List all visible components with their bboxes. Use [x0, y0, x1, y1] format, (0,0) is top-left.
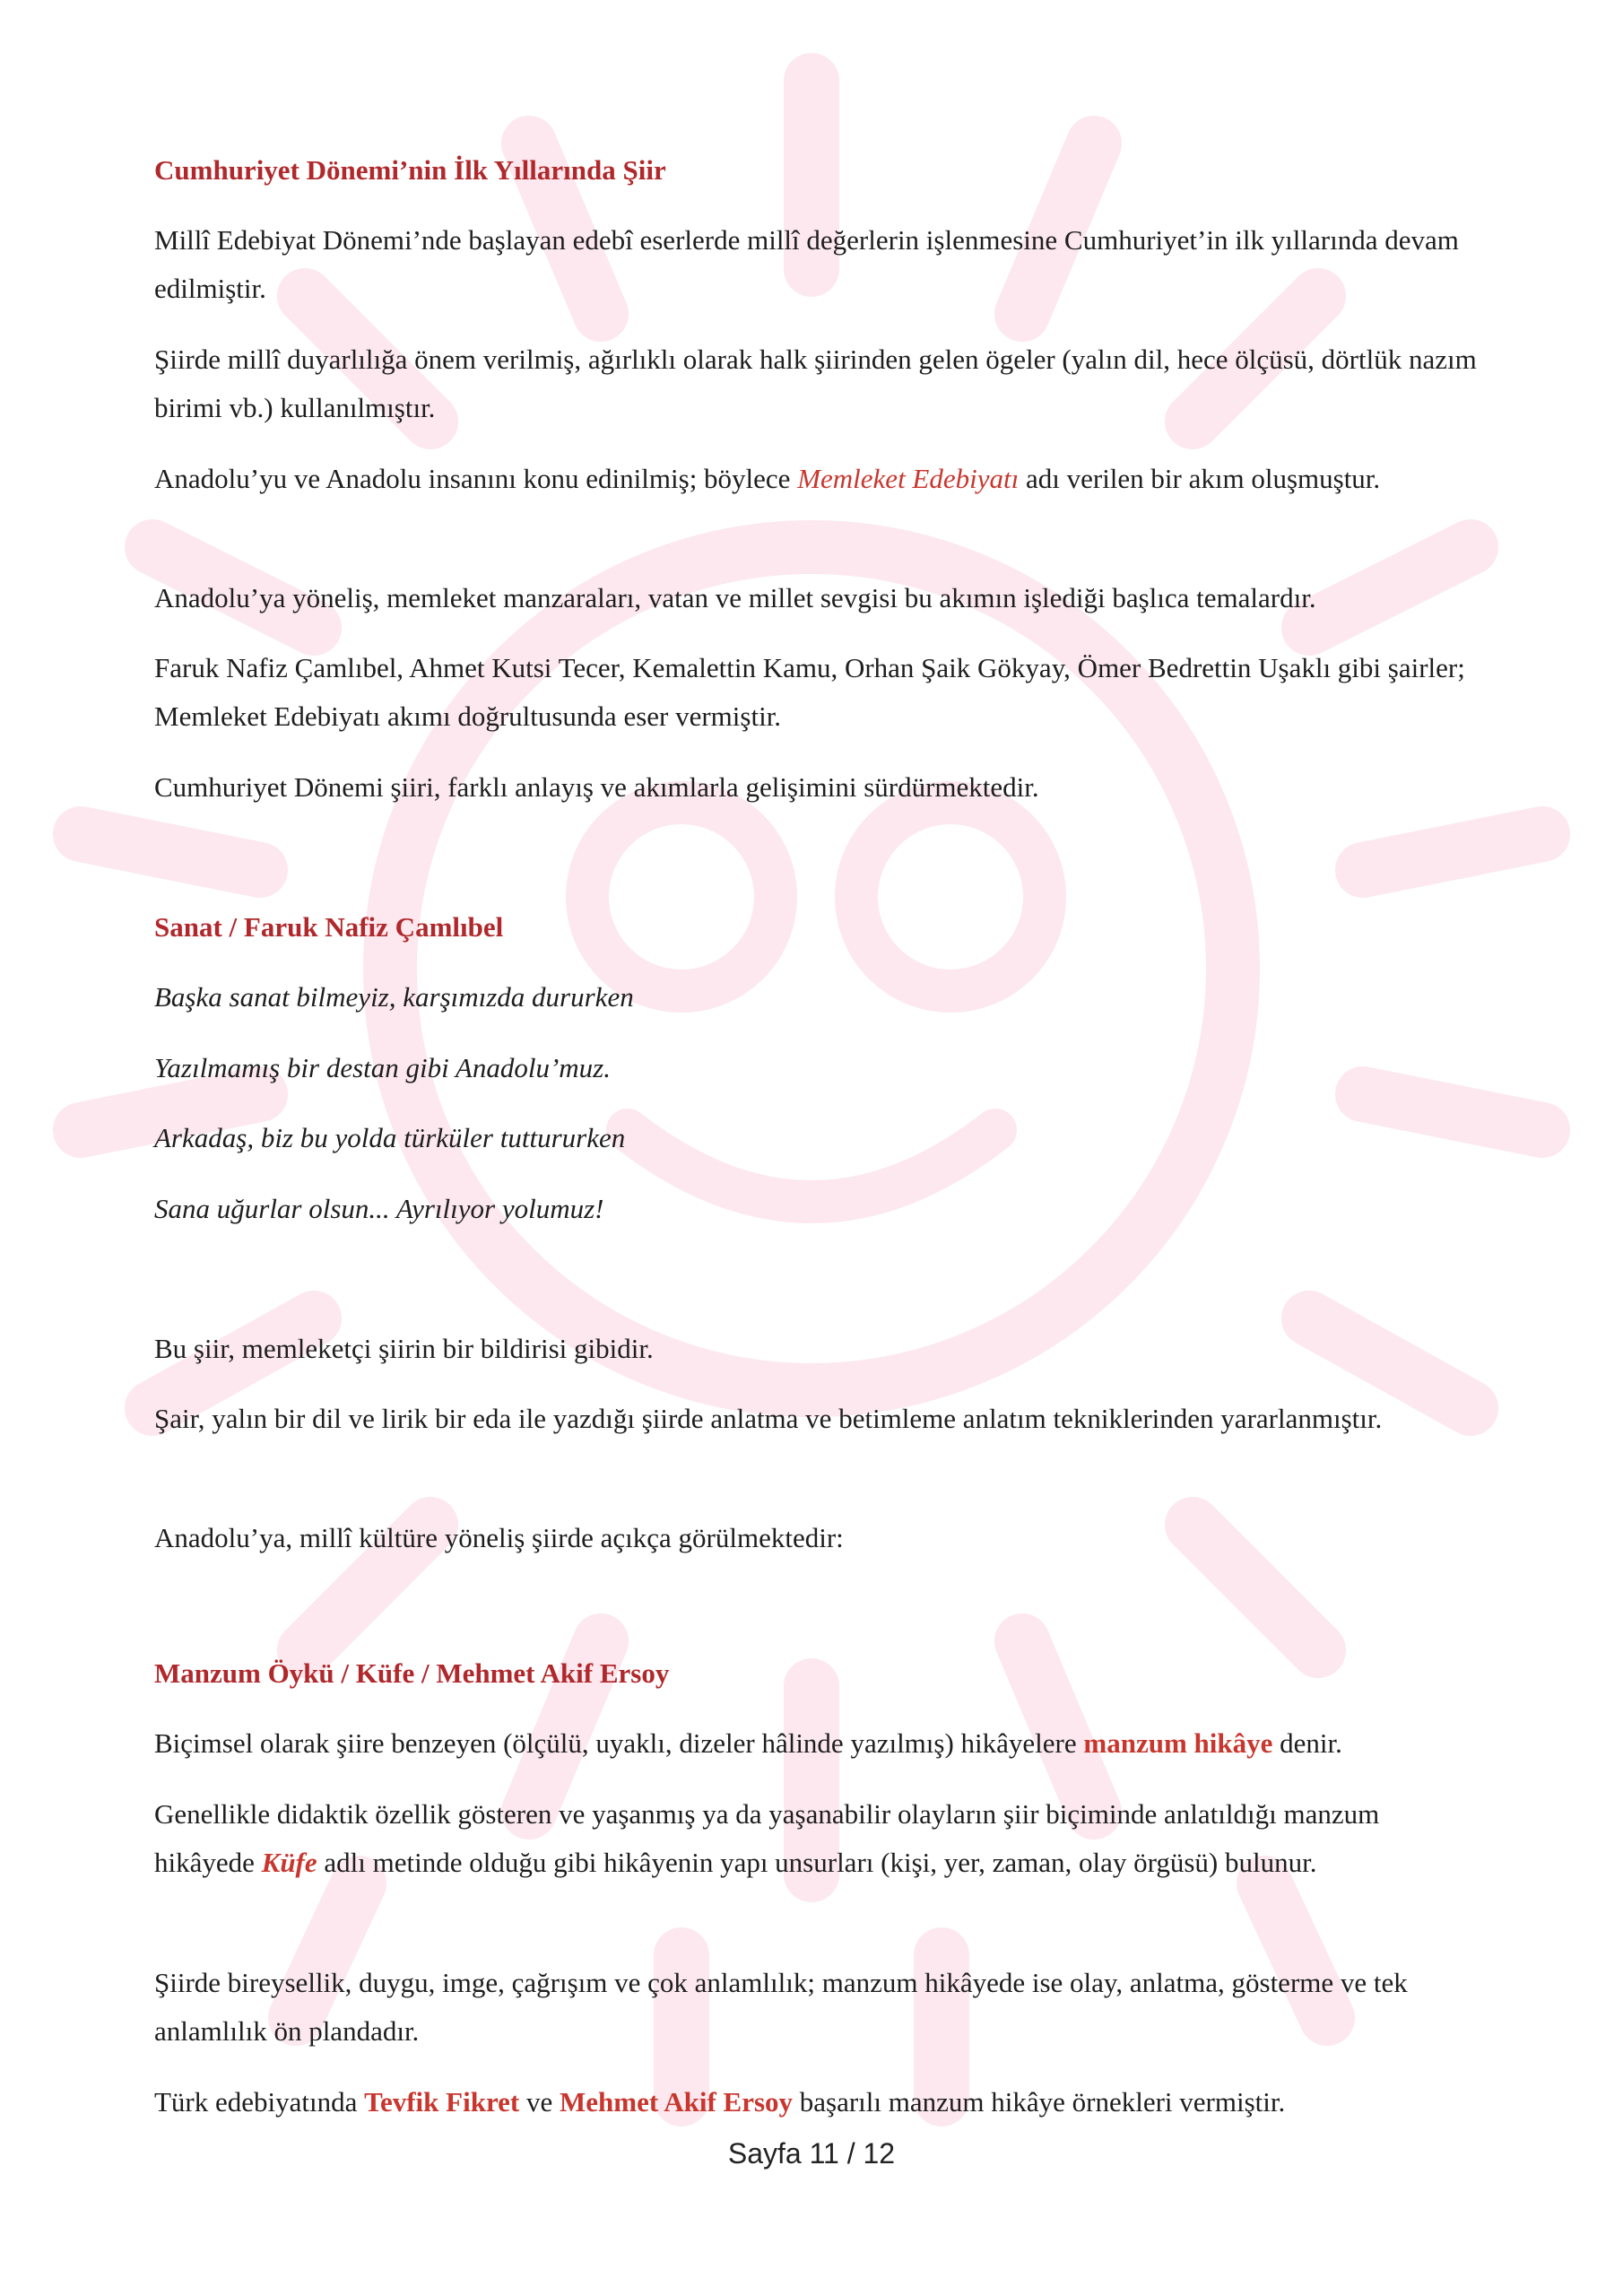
paragraph-milli-duyarlilik: Şiirde millî duyarlılığa önem verilmiş, ağırlıklı olarak halk şiirinden gelen ögeler (yalın dil, hece ölçüsü, dörtlük nazım birimi vb.) kullanılmıştır. — [154, 344, 1477, 423]
watermark-eye-left — [587, 803, 776, 991]
text-fragment: Biçimsel olarak şiire benzeyen (ölçülü, uyaklı, dizeler hâlinde yazılmış) hikâyelere — [154, 1727, 1084, 1759]
paragraph-siir-vs-hikaye: Şiirde bireysellik, duygu, imge, çağrışım ve çok anlamlılık; manzum hikâyede ise olay, anlatma, gösterme ve tek anlamlılık ön plandadır. — [154, 1967, 1408, 2047]
text-fragment: Anadolu’yu ve Anadolu insanını konu edinilmiş; böylece — [154, 463, 798, 494]
paragraph-milli-edebiyat: Millî Edebiyat Dönemi’nde başlayan edebî eserlerde millî değerlerin işlenmesine Cumhuriyet’in ilk yıllarında devam edilmiştir. — [154, 224, 1459, 304]
paragraph-ornekler — [154, 2078, 1481, 2126]
text-fragment: adlı metinde olduğu gibi hikâyenin yapı unsurları (kişi, yer, zaman, olay örgüsü) bulunur. — [317, 1847, 1317, 1878]
paragraph-bildiri: Bu şiir, memleketçi şiirin bir bildirisi gibidir. — [154, 1333, 654, 1364]
poem-verse: Sana uğurlar olsun... Ayrılıyor yolumuz! — [154, 1193, 604, 1224]
paragraph-manzum-hikaye-tanim — [154, 1719, 1481, 1768]
memleket-edebiyati-term: Memleket Edebiyatı — [797, 463, 1020, 494]
paragraph-memleket-edebiyati — [154, 455, 1481, 503]
paragraph-gelisim: Cumhuriyet Dönemi şiiri, farklı anlayış ve akımlarla gelişimini sürdürmektedir. — [154, 771, 1039, 803]
text-fragment: adı verilen bir akım oluşmuştur. — [1019, 463, 1381, 494]
section-heading-manzum-oyku: Manzum Öykü / Küfe / Mehmet Akif Ersoy — [154, 1657, 670, 1689]
author-mehmet-akif-ersoy: Mehmet Akif Ersoy — [560, 2086, 794, 2118]
paragraph-milli-kultur: Anadolu’ya, millî kültüre yöneliş şiirde açıkça görülmektedir: — [154, 1522, 844, 1553]
page-number: Sayfa 11 / 12 — [727, 2137, 896, 2170]
text-fragment: denir. — [1272, 1727, 1342, 1759]
kufe-term: Küfe — [261, 1847, 317, 1878]
section-heading-sanat: Sanat / Faruk Nafiz Çamlıbel — [154, 911, 504, 943]
text-fragment: Genellikle didaktik özellik gösteren ve yaşanmış ya da yaşanabilir olayların şiir biçiminde anlatıldığı manzum hikâyede — [154, 1798, 1380, 1878]
paragraph-temalar: Anadolu’ya yöneliş, memleket manzaraları, vatan ve millet sevgisi bu akımın işlediği başlıca temalardır. — [154, 582, 1316, 613]
paragraph-sairler: Faruk Nafiz Çamlıbel, Ahmet Kutsi Tecer, Kemalettin Kamu, Orhan Şaik Gökyay, Ömer Bedrettin Uşaklı gibi şairler; Memleket Edebiyatı akımı doğrultusunda eser vermiştir. — [154, 652, 1465, 732]
text-fragment: başarılı manzum hikâye örnekleri vermiştir. — [793, 2086, 1286, 2118]
watermark-eye-right — [856, 803, 1045, 991]
author-tevfik-fikret: Tevfik Fikret — [364, 2086, 520, 2118]
poem-verse: Yazılmamış bir destan gibi Anadolu’muz. — [154, 1052, 611, 1083]
paragraph-kufe — [154, 1790, 1481, 1887]
manzum-hikaye-term: manzum hikâye — [1083, 1727, 1273, 1759]
poem-verse: Başka sanat bilmeyiz, karşımızda dururken — [154, 981, 634, 1013]
section-heading-cumhuriyet-siir: Cumhuriyet Dönemi’nin İlk Yıllarında Şiir — [154, 154, 666, 186]
text-fragment: ve — [519, 2086, 560, 2118]
paragraph-anlatim-teknikleri: Şair, yalın bir dil ve lirik bir eda ile yazdığı şiirde anlatma ve betimleme anlatım tekniklerinden yararlanmıştır. — [154, 1403, 1383, 1434]
text-fragment: Türk edebiyatında — [154, 2086, 365, 2118]
poem-verse: Arkadaş, biz bu yolda türküler tuttururken — [154, 1122, 626, 1153]
